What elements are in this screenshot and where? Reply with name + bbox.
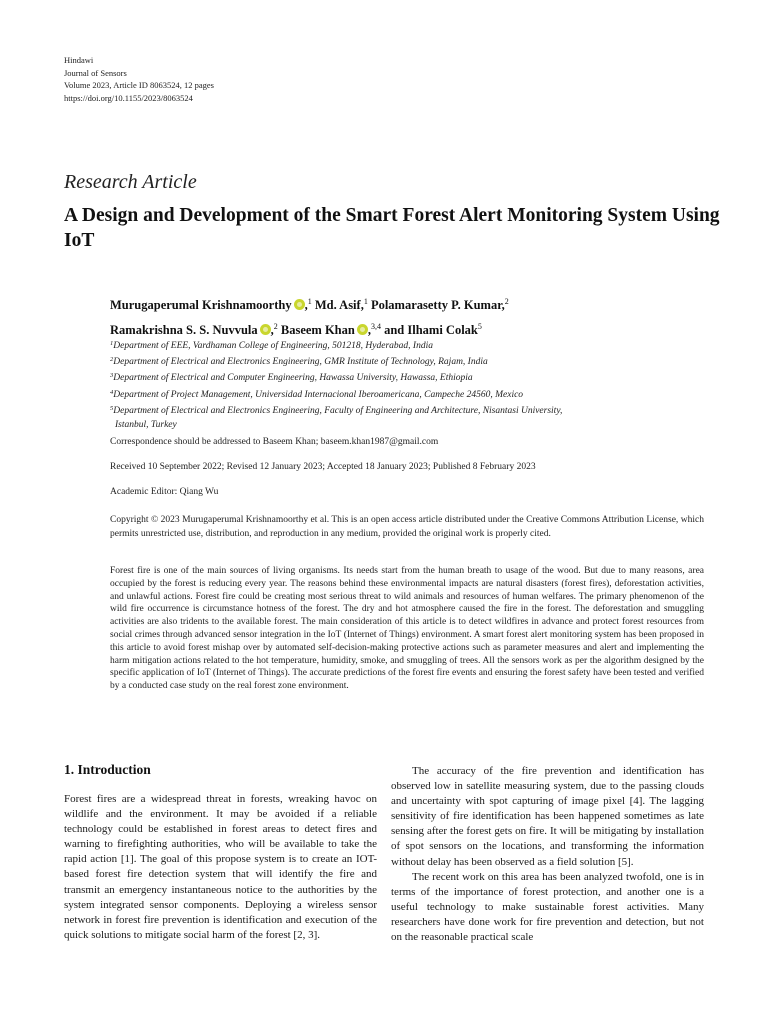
correspondence-line: Correspondence should be addressed to Baseem Khan; baseem.khan1987@gmail.com (110, 437, 439, 447)
author-name: Murugaperumal Krishnamoorthy (110, 298, 292, 312)
dates-line: Received 10 September 2022; Revised 12 January 2023; Accepted 18 January 2023; Published 8 February 2023 (110, 462, 536, 472)
affiliation-item (110, 386, 730, 402)
author-affiliation-mark: 2 (273, 322, 278, 331)
author-name: Ramakrishna S. S. Nuvvula (110, 323, 258, 337)
author-name: Polamarasetty P. Kumar, (370, 298, 505, 312)
article-title: A Design and Development of the Smart Forest Alert Monitoring System Using IoT (64, 205, 720, 251)
copyright-notice: Copyright © 2023 Murugaperumal Krishnamoorthy et al. This is an open access article distributed under the Creative Commons Attribution License, which permits unrestricted use, distribution, and reproduction in any medium, provided the original work is properly cited. (110, 515, 704, 539)
author-name: Baseem Khan (280, 323, 355, 337)
affiliation-text: Department of Electrical and Electronics Engineering, Faculty of Engineering and Architecture, Nisantasi University, (113, 405, 563, 416)
author-name: Md. Asif, (314, 298, 364, 312)
affiliation-number: 2 (110, 356, 114, 364)
orcid-icon[interactable] (357, 324, 368, 335)
author-affiliation-mark: 5 (477, 322, 482, 331)
affiliation-number: 1 (110, 340, 114, 347)
author-list (110, 291, 710, 341)
abstract-text: Forest fire is one of the main sources of living organisms. Its needs start from the human breath to usage of the wood. But due to many reasons, area occupied by the forest is reducing every year. The reasons behind these environmental impacts are natural disasters (forest fires), deforestation activities, and unlawful actions. Forest fire could be creating most serious threat to wild animals and resources of human welfares. The primary phenomenon of the wild fire occurrence is circumstance hotness of the forest. The dry and hot atmosphere caused the fire in the forest. The deforestation and smuggling activities are also tridents to the available forest. The main consideration of this article is to detect wildfires in advance and protect forest resources from social crimes through advanced sensor integration in the IoT (Internet of Things) environment. A smart forest alert monitoring system has been proposed in this article to avoid forest mishap over by automated self-decision-making protective actions such as parameter measures and alert and implementing the harm mitigation actions related to the hot temperature, humidity, smoke, and smuggling of trees. All the sensors work as per the algorithm designed by the specific application of IoT (Internet of Things). The accurate predictions of the forest fire events and ensuring the forest safety have been tested and verified by a conducted case study on the real forest zone environment. (110, 566, 704, 692)
affiliation-text: Department of Electrical and Electronics Engineering, GMR Institute of Technology, Rajam, India (113, 357, 488, 368)
author-line-1: Murugaperumal Krishnamoorthy ,$^1$ Md. Asif,$^1$ Polamarasetty P. Kumar,$^2$ (110, 297, 509, 312)
affiliation-number: 5 (110, 404, 114, 412)
affiliation-text: Department of Project Management, Universidad Internacional Iberoamericana, Campeche 24560, Mexico (113, 389, 524, 400)
affiliation-item (110, 337, 730, 353)
journal-name: Journal of Sensors (64, 67, 127, 78)
article-type: Research Article (64, 171, 197, 193)
author-name: and Ilhami Colak (384, 323, 478, 337)
author-affiliation-mark: 1 (363, 297, 368, 306)
orcid-icon[interactable] (294, 299, 305, 310)
academic-editor: Academic Editor: Qiang Wu (110, 487, 219, 497)
affiliation-item (110, 402, 730, 418)
volume-info: Volume 2023, Article ID 8063524, 12 pages (64, 80, 214, 90)
author-line-2: Ramakrishna S. S. Nuvvula ,$^2$ Baseem Khan ,$^{3,4}$ and Ilhami Colak$^5$ (110, 322, 482, 337)
orcid-icon[interactable] (260, 324, 271, 335)
affiliation-list (110, 337, 730, 432)
affiliation-item (110, 369, 730, 385)
left-column (64, 792, 377, 943)
affiliation-continuation: Istanbul, Turkey (115, 420, 177, 431)
publisher-name: Hindawi (64, 55, 94, 65)
author-affiliation-mark: 2 (504, 297, 509, 306)
affiliation-text: Department of EEE, Vardhaman College of Engineering, 501218, Hyderabad, India (113, 341, 433, 351)
body-paragraph: The accuracy of the fire prevention and identification has observed low in satellite measuring system, due to the passing clouds and uncertainty with spot capturing of image pixel [4]. The lagging sensitivity of fire identification has been happened sometimes as late sensing after the forest gets on fire. It will be mitigating by installation of spot sensors on the locations, and transforming the information without delay has been observed as a field solution [5]. (391, 765, 704, 868)
section-heading: 1. Introduction (64, 762, 151, 777)
affiliation-item (110, 353, 730, 369)
affiliation-text: Department of Electrical and Computer Engineering, Hawassa University, Hawassa, Ethiopia (113, 373, 473, 384)
journal-header (64, 54, 214, 104)
body-paragraph: The recent work on this area has been analyzed twofold, one is in terms of the importance of forest protection, and another one is a useful technology to make sustainable forest activities. Many researchers have done work for fire prevention and detection, but not on the reasonable practical scale (391, 870, 704, 944)
body-paragraph: Forest fires are a widespread threat in forests, wreaking havoc on wildlife and the environment. It may be avoided if a reliable technology could be established in forest areas to detect fires and warning to firefighting authorities, who will be available to take the rapid action [1]. The goal of this propose system is to create an IOT-based forest fire detection system that will identify the fire and transmit an emergency instantaneous notice to the authorities by the system integrated sensor components. Deploying a wireless sensor network in forest fire prevention is identification and execution of the quick solutions to mitigate social harm of the forest [2, 3]. (64, 793, 377, 941)
author-affiliation-mark: 3,4 (370, 322, 381, 331)
doi-link[interactable]: https://doi.org/10.1155/2023/8063524 (64, 92, 193, 103)
affiliation-number: 3 (110, 372, 114, 380)
author-affiliation-mark: 1 (307, 297, 312, 306)
right-column (391, 764, 704, 945)
affiliation-number: 4 (110, 388, 114, 396)
